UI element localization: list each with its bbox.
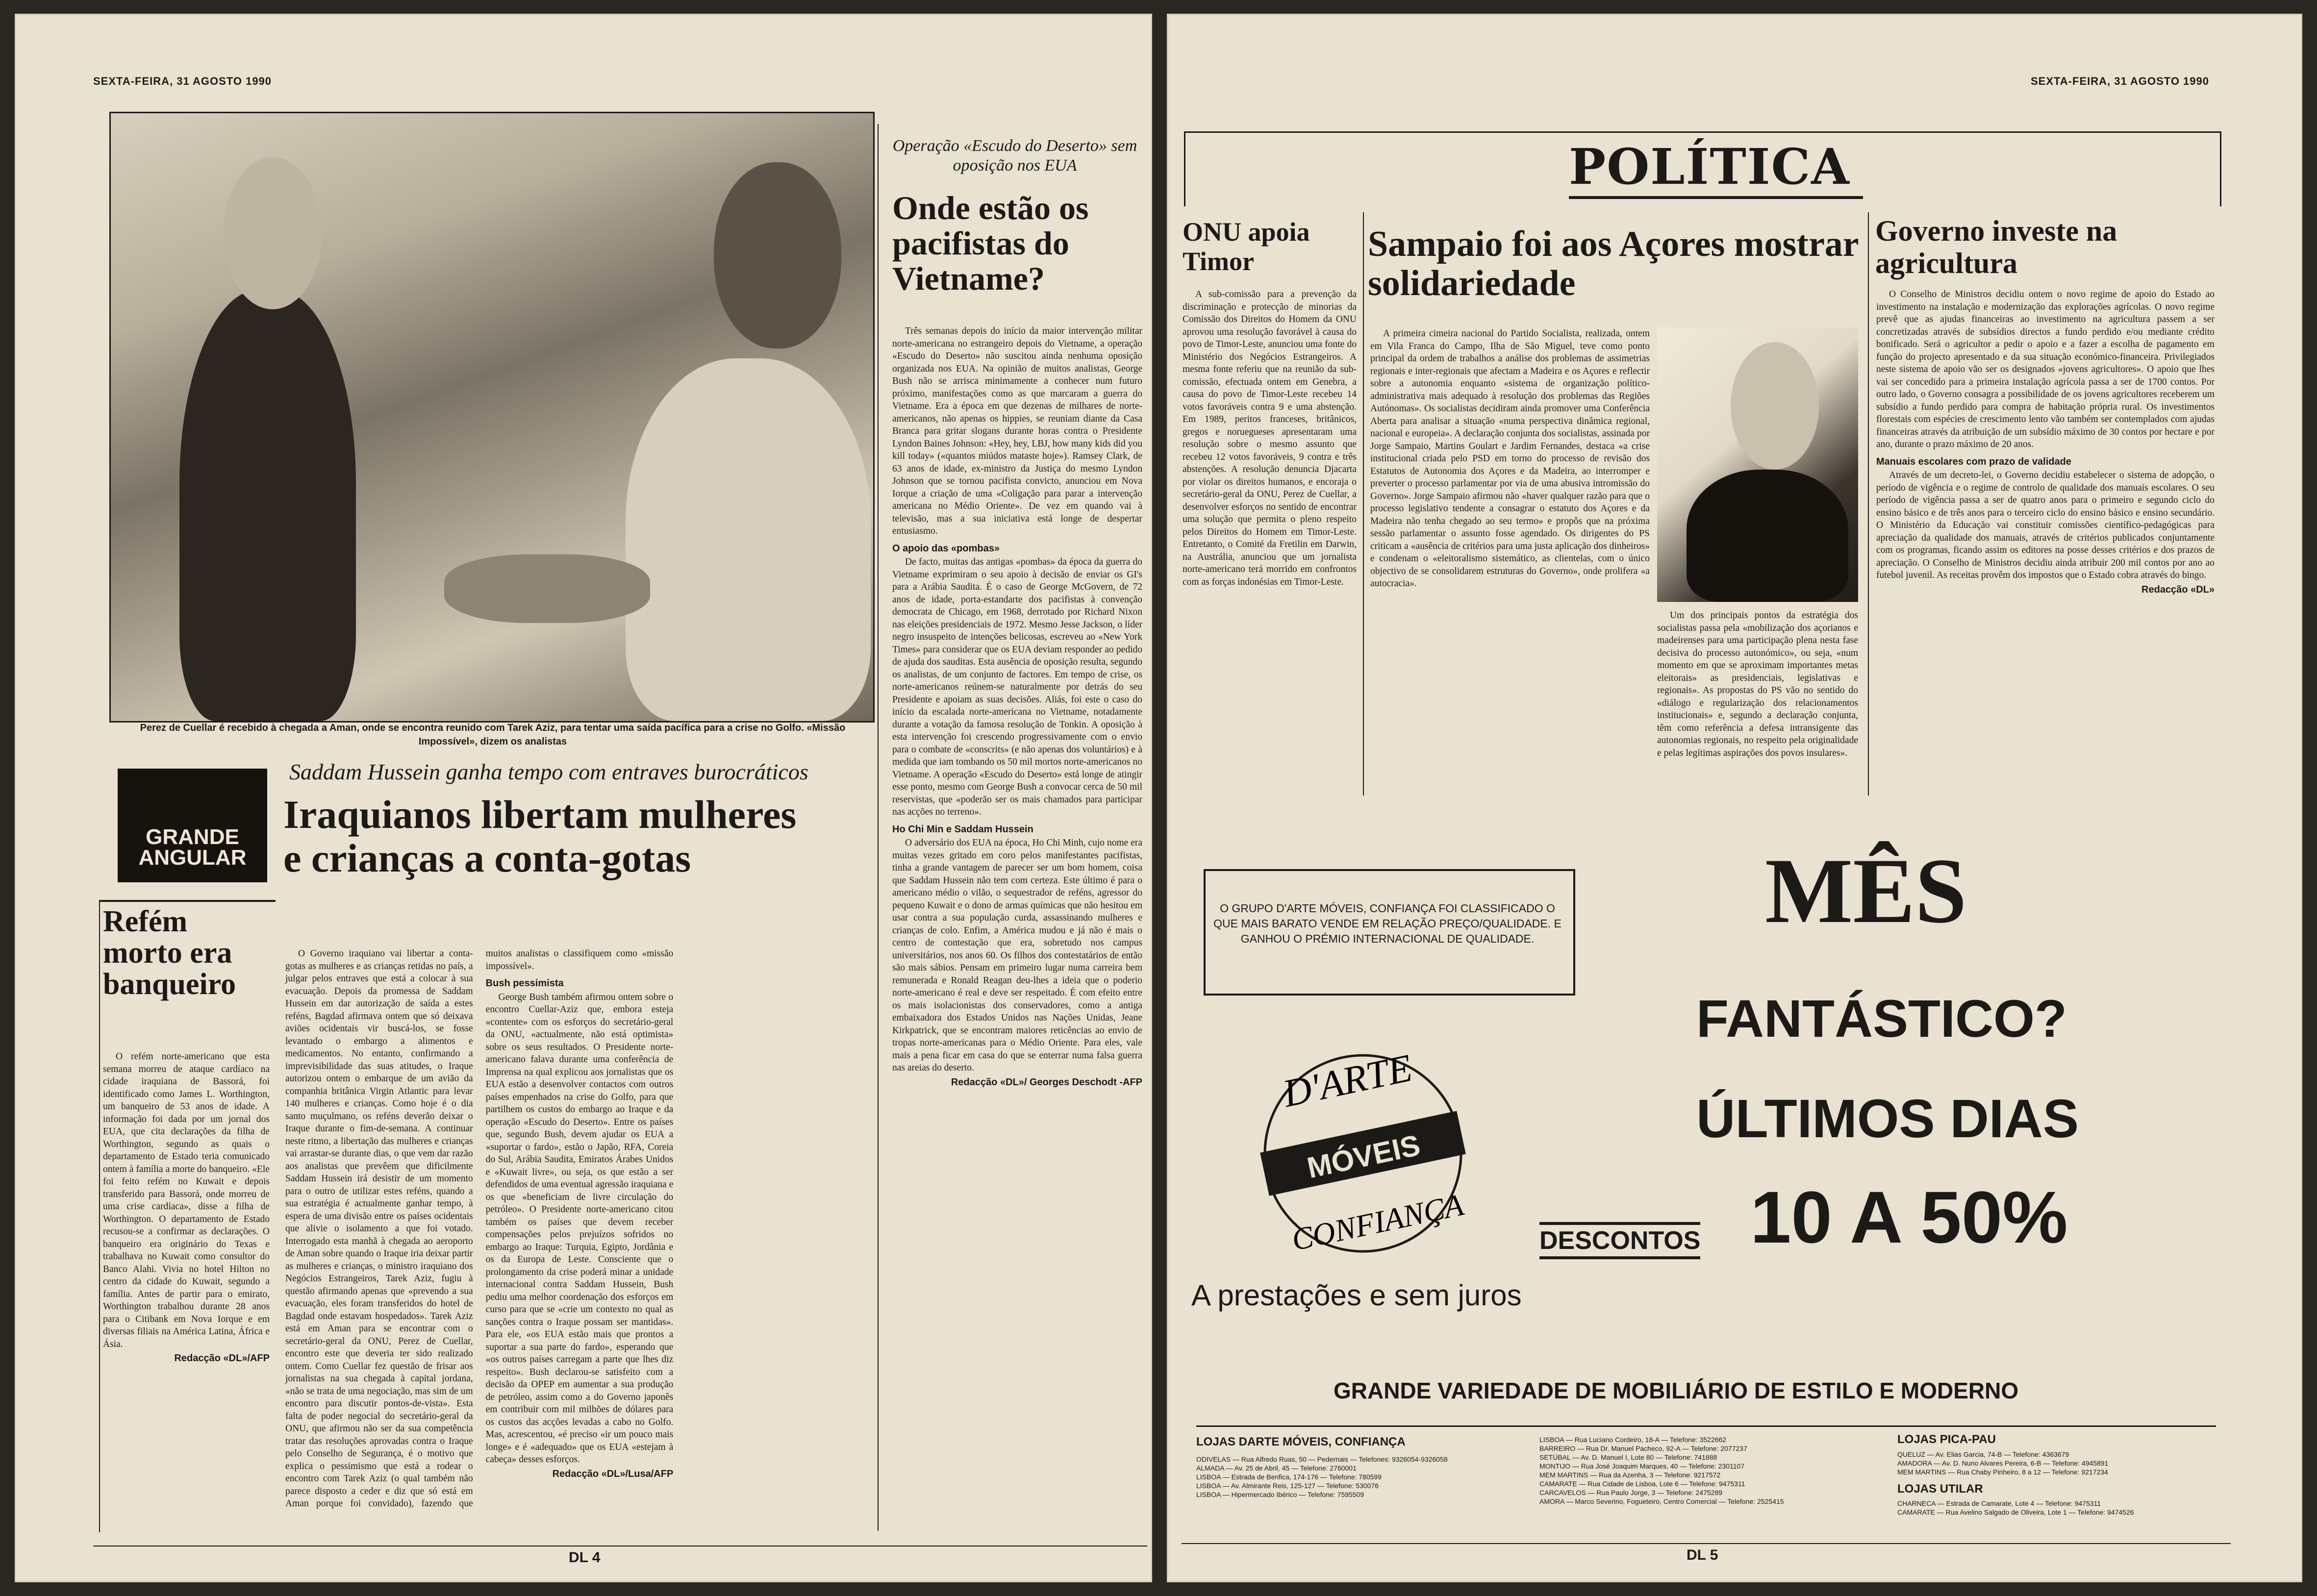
page-date: SEXTA-FEIRA, 31 AGOSTO 1990	[93, 75, 272, 87]
onu-body: A sub-comissão para a prevenção da discriminação e protecção de minorias da Comissão dos Direitos do Homem da ONU aprovou uma resolução favorável à causa do povo de Timor-Leste, anunciou uma fonte do Ministério dos Negócios Estrangeiros. A mesma fonte referiu que na reunião da sub-comissão, efectuada ontem em Genebra, a causa do povo de Timor-Leste recebeu 14 votos favoráveis contra 9 e uma abstenção. Em 1989, peritos franceses, britânicos, gregos e noruegueses apresentaram uma resolução sobre o mesmo assunto que recebeu 12 votos favoráveis, 9 contra e três abstenções. A resolução denuncia Djacarta por violar os direitos humanos, e encoraja o secretário-geral da ONU, Perez de Cuellar, a desenvolver esforços no sentido de encontrar uma solução que permita o pleno respeito pelos Direitos do Homem em Timor-Leste. Entretanto, o Comité da Fretilin em Darwin, na Austrália, anunciou que um jornalista norte-americano terá morrido em confrontos com as forças indonésias em Timor-Leste.	[1183, 289, 1357, 587]
onu-headline: ONU apoia Timor	[1183, 217, 1310, 276]
page-number: DL 4	[569, 1549, 601, 1566]
agri-subhead: Manuais escolares com prazo de validade	[1876, 456, 2071, 467]
stores-column-2	[1539, 1435, 1863, 1506]
ad-discounts-label: DESCONTOS	[1539, 1222, 1700, 1259]
page-number: DL 5	[1687, 1547, 1718, 1563]
ad-line-3: ÚLTIMOS DIAS	[1696, 1089, 2079, 1149]
left-page	[15, 14, 1152, 1582]
ad-intro: O GRUPO D'ARTE MÓVEIS, CONFIANÇA FOI CLASSIFICADO O QUE MAIS BARATO VENDE EM RELAÇÃO PREÇO/QUALIDADE. E GANHOU O PRÉMIO INTERNACIONAL DE QUALIDADE.	[1213, 902, 1561, 945]
page-date: SEXTA-FEIRA, 31 AGOSTO 1990	[2030, 75, 2209, 87]
op-story-body: Três semanas depois do início da maior intervenção militar norte-americana no estrangeiro depois do Vietname, a operação «Escudo do Deserto» não suscitou ainda nenhuma oposição organizada nos EUA. Na opinião de muitos analistas, George Bush não se arrisca minimamente a conhecer num futuro próximo, manifestações como as que marcaram a guerra do Vietname. Era a época em que dezenas de milhares de norte-americanos, não apenas os hippies, se reuniam diante da Casa Branca para gritar slogans durante horas contra o Presidente Lyndon Baines Johnson: «Hey, hey, LBJ, how many kids did you kill today» («quantos miúdos mataste hoje»). Ramsey Clark, de 63 anos de idade, ex-ministro da Justiça do mesmo Lyndon Johnson que se tornou pacifista convicto, anunciou em Nova Iorque a criação de uma «Coligação para parar a intervenção americana no Médio Oriente». De vez em quando vai à televisão, mas a sua iniciativa está longe de despertar entusiasmo. O apoio das «pombas» De facto, muitas das antigas «pombas» da época da guerra do Vietname exprimiram o seu apoio à decisão de enviar os GI's para a Arábia Saudita. É o caso de George McGovern, de 72 anos de idade, porta-estandarte dos pacifistas à convenção democrata de Chicago, em 1968, derrotado por Richard Nixon nas eleições presidenciais de 1972. Mesmo Jesse Jackson, o líder negro insuspeito de intenções belicosas, escreveu ao «New York Times» para considerar que os EUA deviam responder ao pedido de ajuda dos sauditas. Esta ausência de oposição resulta, segundo os analistas, de um conjunto de factores. Em tempo de crise, os norte-americanos reúnem-se naturalmente por detrás do seu Presidente e apoiam as suas decisões. Aliás, foi este o caso do início da escalada norte-americana no Vietname, notadamente durante a votação da famosa resolução de Tonkin. A oposição à esta intervenção foi crescendo progressivamente com o envio para o combate de «conscrits» (e não apenas dos voluntários) e à medida que iam tombando os 50 mil mortos norte-americanos no Vietname. A operação «Escudo do Deserto» está longe de atingir esse ponto, mesmo com George Bush a convocar cerca de 50 mil reservistas, que «poderão ser os mais chamados para participar nas acções no terreno». Ho Chi Min e Saddam Hussein O adversário dos EUA na época, Ho Chi Minh, cujo nome era muitas vezes gritado em coro pelos manifestantes pacifistas, tinha a grande vantagem de parecer ser um bom homem, coisa que Saddam Hussein não tem com certeza. Este último é para o americano médio o vilão, o sequestrador de reféns, agressor do pequeno Kuwait e o dono de armas químicas que não hesitou em usar contra a sua população curda, assassinando mulheres e crianças de colo. Enfim, a América mudou e já não é mais o centro de contestação que era, sobretudo nos campus universitários, nos anos 60. Os filhos dos contestatários de então são mais sábios. Pensam em primeiro lugar numa carreira bem remunerada e Ronald Reagan deu-lhes a ideia que o poderio norte-americano é real e deve ser respeitado. É com efeito entre os mais isolacionistas dos conservadores, como a antiga embaixadora dos Estados Unidos nas Nações Unidas, Jeane Kirkpatrick, que se encontram maiores reticências ao envio de tropas norte-americanas para o Médio Oriente. Para eles, vale mais a pena ficar em casa do que se enterrar numa falsa guerra nas areias do deserto. Redacção «DL»/ Georges Deschodt -AFP	[892, 325, 1142, 1521]
stores-title: LOJAS DARTE MÓVEIS, CONFIANÇA	[1196, 1435, 1406, 1448]
news-photo	[109, 112, 875, 723]
main-kicker: Saddam Hussein ganha tempo com entraves burocráticos	[289, 759, 808, 784]
agri-headline: Governo investe na agricultura	[1875, 215, 2117, 279]
op-subhead-1: O apoio das «pombas»	[892, 543, 1000, 554]
ad-logo-top: D'ARTE	[1279, 1046, 1416, 1116]
store-line: AMORA — Marco Severino, Fogueteiro, Centro Comercial — Telefone: 2525415	[1539, 1497, 1784, 1505]
store-line: LISBOA — Hipermercado Ibérico — Telefone: 7595509	[1196, 1491, 1364, 1498]
store-line: ALMADA — Av. 25 de Abril, 45 — Telefone: 2760001	[1196, 1464, 1357, 1472]
store-line: MONTIJO — Rua José Joaquim Marques, 40 — Telefone: 2301107	[1539, 1462, 1745, 1470]
store-line: ODIVELAS — Rua Alfredo Ruas, 50 — Pedernais — Telefones: 9326054-9326058	[1196, 1455, 1448, 1463]
sampaio-photo	[1657, 327, 1858, 602]
agri-body: O Conselho de Ministros decidiu ontem o novo regime de apoio do Estado ao investimento na instalação e modernização das explorações agrícolas. O novo regime prevê que as ajudas financeiras ao investimento na agricultura passem a ser concretizadas através de subsídios directos a fundo perdido e/ou mediante crédito bonificado. Será o agricultor a pedir o apoio e a fazer a escolha de pagamento em função do projecto apresentado e da sua situação económico-financeira. Privilegiados neste sistema de apoio vão ser os designados «jovens agricultores». O apoio que lhes vai ser concedido para a primeira instalação agrícola passa a ser de 1700 contos. Por outro lado, o Governo consagra a possibilidade de os jovens agricultores receberem um subsídio a fundo perdido para compra de habitação própria rural. Os investimentos florestais com espécies de crescimento lento vão também ser contemplados com ajudas financeiras através da atribuição de um subsídio máximo de 30 contos por hectare e por ano, durante o prazo máximo de 20 anos. Manuais escolares com prazo de validade Através de um decreto-lei, o Governo decidiu estabelecer o sistema de adopção, o período de vigência e o regime de controlo de qualidade dos manuais escolares. O seu período de vigência passa a ser de quatro anos para o primeiro e segundo ciclo do ensino básico e de três anos para o terceiro ciclo do ensino básico e ensino secundário. O Ministério da Educação vai constituir comissões científico-pedagógicas para apreciação da qualidade dos manuais, através de critérios publicados conjuntamente com os programas, ficando assim os editores na posse desses critérios e dos prazos de apreciação. O Conselho de Ministros decidiu ainda atribuir 200 mil contos por ano ao futebol juvenil. As receitas provêm dos impostos que o Estado cobra através do bingo. Redacção «DL»	[1876, 288, 2215, 798]
sampaio-headline: Sampaio foi aos Açores mostrar solidariedade	[1368, 224, 1859, 303]
store-line: LISBOA — Rua Luciano Cordeiro, 18-A — Telefone: 3522662	[1539, 1436, 1727, 1444]
main-story-body: O Governo iraquiano vai libertar a conta-gotas as mulheres e as crianças retidas no país, a julgar pelos entraves que está a colocar à sua evacuação. Depois da promessa de Saddam Hussein em dar autorização de saída a estes reféns, Bagdad afirmava ontem que só deixava aviões ocidentais vir buscá-los, se fosse levantado o embargo a alimentos e medicamentos. No entanto, confirmando a imprevisibilidade das suas atitudes, o Iraque autorizou ontem o embarque de um avião da companhia britânica Virgin Atlantic para levar 140 mulheres e crianças. Como hoje é o dia santo muçulmano, os reféns deverão deixar o Iraque durante o fim-de-semana. A continuar neste ritmo, a libertação das mulheres e crianças vai arrastar-se durante dias, o que vem dar razão aos analistas que prevêem que dificilmente Saddam Hussein irá desistir de um momento para o outro de utilizar estes reféns, quando a sua estratégia é actualmente ganhar tempo, à espera de uma divisão entre os países ocidentais que alivie o isolamento a que foi votado. Interrogado esta manhã à chegada ao aeroporto de Aman sobre quando o Iraque iria deixar partir as mulheres e crianças, o ministro iraquiano dos Negócios Estrangeiros, Tarek Aziz, fugiu à questão afirmando apenas que «prevendo a sua evacuação, eles foram transferidos do hotel de Bagdad onde estavam hospedados». Tarek Aziz está em Aman para se encontrar com o secretário-geral da ONU, Perez de Cuellar, encontro este que deveria ter sido realizado ontem. Como Cuellar fez questão de frisar aos jornalistas na sua chegada à capital jordana, «não se trata de uma negociação, mas sim de um encontro para discutir pontos-de-vista». Esta falta de poder negocial do secretário-geral da ONU, que afirmou não ser da sua competência tratar das resoluções aprovadas contra o Iraque pelo Conselho de Segurança, é o motivo que explica o pessimismo que está a rodear o encontro com Tarek Aziz (o qual também não parece disposto a ceder e diz que só está em Aman porque foi convidado), fazendo que muitos analistas o classifiquem como «missão impossível». Bush pessimista George Bush também afirmou ontem sobre o encontro Cuellar-Aziz que, embora esteja «contente» com os esforços do secretário-geral da ONU, «actualmente, não está optimista» sobre os seus resultados. O Presidente norte-americano falava durante uma conferência de Imprensa na qual explicou aos jornalistas que os EUA estão a desenvolver contactos com outros países empenhados na crise do Golfo, para que partilhem os custos do embargo ao Iraque e da operação «Escudo do Deserto». Entre os países que, segundo Bush, devem ajudar os EUA a «suportar o fardo», estão o Japão, RFA, Coreia do Sul, Arábia Saudita, Emiratos Árabes Unidos e «Kuwait livre», ou seja, os que estão a ser defendidos de uma eventual agressão iraquiana e os que «beneficiam de livre circulação do petróleo». O Presidente norte-americano citou também os países que devem receber compensações pelos prejuízos sofridos no embargo ao Iraque: Turquia, Egipto, Jordânia e os da Europa de Leste. Consciente que o prolongamento da crise poderá minar a unidade internacional contra Saddam Hussein, Bush pediu uma melhor coordenação dos esforços em curso para que se «crie um contexto no qual as sanções contra o Iraque possam ser mantidas». Para ele, «os EUA estão mais que prontos a suportar a sua parte do fardo», esperando que «os outros países carregam a parte que lhes diz respeito». Bush declarou-se satisfeito com a decisão da OPEP em aumentar a sua produção de petróleo, assim como a do Governo japonês em contribuir com mil milhões de dólares para os custos das acções levadas a cabo no Golfo. Mas, acrescentou, «é preciso «ir um pouco mais longe» e é «adequado» que os EUA «estejam à cabeça» desses esforços. Redacção «DL»/Lusa/AFP	[285, 948, 674, 1509]
store-line: SETÚBAL — Av. D. Manuel I, Lote 80 — Telefone: 741888	[1539, 1453, 1717, 1461]
op-credit: Redacção «DL»/ Georges Deschodt -AFP	[951, 1076, 1142, 1088]
main-subhead-1: Bush pessimista	[485, 978, 564, 989]
store-line: CARCAVELOS — Rua Paulo Jorge, 3 — Telefone: 2475289	[1539, 1489, 1723, 1496]
photo-caption: Perez de Cuellar é recebido à chegada a Aman, onde se encontra reunido com Tarek Aziz, para tentar uma saída pacífica para a crise no Golfo. «Missão Impossível», dizem os analistas	[140, 723, 846, 747]
stores-column-3	[1897, 1450, 2211, 1476]
sidebar-credit: Redacção «DL»/AFP	[174, 1353, 270, 1364]
stores-column-1	[1196, 1455, 1500, 1499]
store-line: CAMARATE — Rua Cidade de Lisboa, Lote 6 — Telefone: 9475311	[1539, 1480, 1745, 1488]
section-logo	[118, 769, 267, 882]
sidebar-headline: Refém morto era banqueiro	[103, 905, 236, 1001]
ad-logo	[1235, 1028, 1490, 1278]
section-logo-line1: GRANDE	[146, 825, 239, 849]
right-page	[1167, 14, 2302, 1582]
ad-logo-bottom: CONFIANÇA	[1288, 1187, 1467, 1258]
store-line: AMADORA — Av. D. Nuno Alvares Pereira, 6-B — Telefone: 4945891	[1897, 1459, 2109, 1467]
ad-logo-middle: MÓVEIS	[1304, 1128, 1423, 1185]
stores-title-2: LOJAS PICA-PAU	[1897, 1433, 1996, 1446]
section-logo-line2: ANGULAR	[138, 846, 247, 870]
agri-credit: Redacção «DL»	[2141, 584, 2215, 595]
section-title: POLÍTICA	[1569, 138, 1850, 196]
store-line: CHARNECA — Estrada de Camarate, Lote 4 — Telefone: 9475311	[1897, 1499, 2101, 1507]
store-line: MEM MARTINS — Rua Chaby Pinheiro, 8 a 12 — Telefone: 9217234	[1897, 1468, 2108, 1476]
op-kicker: Operação «Escudo do Deserto» sem oposição nos EUA	[892, 137, 1137, 175]
store-line: QUELUZ — Av. Elias Garcia, 74-B — Telefone: 4363679	[1897, 1450, 2069, 1458]
op-headline: Onde estão os pacifistas do Vietname?	[892, 189, 1089, 297]
main-credit: Redacção «DL»/Lusa/AFP	[552, 1468, 674, 1479]
ad-terms: A prestações e sem juros	[1191, 1279, 1522, 1312]
ad-discount-value: 10 A 50%	[1750, 1176, 2068, 1258]
store-line: MEM MARTINS — Rua da Azenha, 3 — Telefone: 9217572	[1539, 1471, 1721, 1479]
store-line: LISBOA — Estrada de Benfica, 174-176 — Telefone: 780599	[1196, 1473, 1382, 1481]
sampaio-body: A primeira cimeira nacional do Partido Socialista, realizada, ontem em Vila Franca do Campo, Ilha de São Miguel, teve como ponto principal da ordem de trabalhos a análise dos problemas de assimetrias regionais e inter-regionais que afectam a Madeira e os Açores e reflectir sobre a autonomia enquanto «sistema de organização político-administrativa mais adequado à resolução dos problemas das Regiões Autónomas». Os socialistas decidiram ainda promover uma Conferência Aberta para analisar a situação «numa perspectiva dinâmica regional, nacional e europeia». A declaração conjunta dos socialistas, assinada por Jorge Sampaio, Martins Goulart e Jardim Fernandes, destaca «a crise institucional criada pelo PSD em torno do processo de revisão dos Estatutos de Autonomia dos Açores e da Madeira, ao interromper e preverter o processo parlamentar por via de uma abusiva intromissão do Governo». Jorge Sampaio afirmou não «haver qualquer razão para que o processo legislativo tendente a consagrar o estatuto dos Açores e da Madeira não tenha chegado ao seu termo» e propôs que na próxima sessão parlamentar o assunto fosse agendado. Os dirigentes do PS criticam a «ausência de critérios para uma justa aplicação dos dinheiros» e condenam o «eleitoralismo sistemático, as clientelas, com o único objectivo de se consolidarem estruturas do Governo», onde prolifera «a autocracia».	[1370, 328, 1650, 589]
ad-line-1: MÊS	[1765, 840, 1967, 943]
sidebar-body: O refém norte-americano que esta semana morreu de ataque cardíaco na cidade iraquiana de Bassorá, foi identificado como James L. Worthington, um banqueiro de 53 anos de idade. A informação foi dada por um jornal dos EUA, que cita declarações da filha de Worthington, segundo as quais o departamento de Estado teria comunicado ontem à família a morte do banqueiro. «Ele foi feito refém no Kuwait e depois transferido para Bassorá, onde morreu de uma crise cardíaca», disse a filha de Worthington. O departamento de Estado recusou-se a confirmar as declarações. O banqueiro era originário do Texas e trabalhava no Kuwait como consultor do Banco Alahi. Vivia no hotel Hilton no centro da cidade do Kuwait, segundo a família. Antes de partir para o emirato, Worthington trabalhou durante 28 anos para o Citibank em Nova Iorque e em diversas filiais na América Latina, África e Ásia. Redacção «DL»/AFP	[103, 1050, 270, 1521]
sampaio-body-continued: Um dos principais pontos da estratégia dos socialistas passa pela «mobilização dos açorianos e madeirenses para uma participação plena nesta fase decisiva do processo autonómico», ou seja, «num momento em que se aproximam importantes metas eleitorais» as presidenciais, legislativas e regionais». As propostas do PS vão no sentido do «diálogo e regularização dos relacionamentos institucionais» e, segundo a declaração conjunta, têm como referência a defesa intransigente das autonomias regionais, no respeito pela originalidade e pelas legítimas aspirações dos povos insulares».	[1657, 610, 1858, 758]
op-subhead-2: Ho Chi Min e Saddam Hussein	[892, 823, 1033, 835]
store-line: LISBOA — Av. Almirante Reis, 125-127 — Telefone: 530076	[1196, 1482, 1379, 1490]
main-headline: Iraquianos libertam mulheres e crianças a conta-gotas	[283, 792, 797, 880]
store-line: CAMARATE — Rua Avelino Salgado de Oliveira, Lote 1 — Telefone: 9474526	[1897, 1508, 2134, 1516]
stores-title-3: LOJAS UTILAR	[1897, 1482, 1983, 1496]
ad-line-2: FANTÁSTICO?	[1696, 989, 2067, 1048]
store-line: BARREIRO — Rua Dr. Manuel Pacheco, 92-A — Telefone: 2077237	[1539, 1445, 1747, 1452]
stores-column-4	[1897, 1499, 2211, 1517]
ad-variety: GRANDE VARIEDADE DE MOBILIÁRIO DE ESTILO E MODERNO	[1334, 1378, 2019, 1403]
